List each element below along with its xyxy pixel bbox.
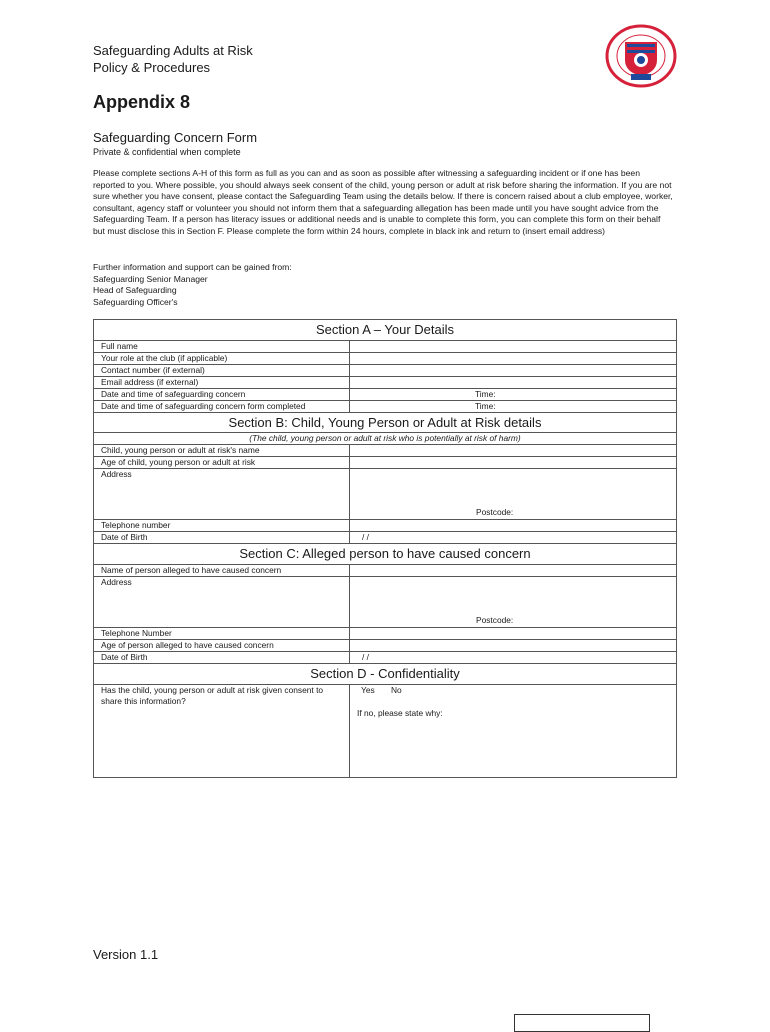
alleged-name-field[interactable]	[350, 565, 677, 577]
subject-age-field[interactable]	[350, 457, 677, 469]
section-d-title: Section D - Confidentiality	[94, 664, 677, 685]
subject-dob-field[interactable]: / /	[350, 532, 677, 544]
field-label: Age of person alleged to have caused concern	[94, 640, 350, 652]
consent-answer-field[interactable]	[350, 685, 677, 778]
concern-form-table	[93, 319, 677, 778]
alleged-age-field[interactable]	[350, 640, 677, 652]
field-label: Contact number (if external)	[94, 365, 350, 377]
form-title: Safeguarding Concern Form	[93, 130, 258, 145]
further-item: Head of Safeguarding	[93, 285, 177, 296]
concern-datetime-field[interactable]	[350, 389, 677, 401]
document-header	[93, 42, 253, 76]
further-item: Safeguarding Senior Manager	[93, 273, 208, 284]
subject-telephone-field[interactable]	[350, 520, 677, 532]
field-label: Child, young person or adult at risk's name	[94, 445, 350, 457]
alleged-telephone-field[interactable]	[350, 628, 677, 640]
section-c-title: Section C: Alleged person to have caused concern	[94, 544, 677, 565]
field-label: Name of person alleged to have caused concern	[94, 565, 350, 577]
subject-address-field[interactable]	[350, 469, 677, 520]
alleged-dob-field[interactable]: / /	[350, 652, 677, 664]
further-info	[93, 262, 292, 308]
role-field[interactable]	[350, 353, 677, 365]
section-a-title: Section A – Your Details	[94, 320, 677, 341]
subject-name-field[interactable]	[350, 445, 677, 457]
form-completed-datetime-field[interactable]	[350, 401, 677, 413]
field-label: Your role at the club (if applicable)	[94, 353, 350, 365]
further-item: Safeguarding Officer's	[93, 296, 178, 307]
consent-no-option[interactable]: No	[391, 685, 402, 695]
time-label: Time:	[475, 389, 496, 399]
field-label: Telephone number	[94, 520, 350, 532]
postcode-label: Postcode:	[476, 507, 514, 517]
page-footer-box	[514, 1014, 650, 1032]
field-label: Telephone Number	[94, 628, 350, 640]
section-b-subtitle: (The child, young person or adult at risk who is potentially at risk of harm)	[94, 433, 677, 445]
time-label: Time:	[475, 401, 496, 411]
field-label: Address	[94, 577, 350, 628]
section-b-title: Section B: Child, Young Person or Adult at Risk details	[94, 413, 677, 433]
full-name-field[interactable]	[350, 341, 677, 353]
alleged-address-field[interactable]	[350, 577, 677, 628]
field-label: Date and time of safeguarding concern form completed	[94, 401, 350, 413]
version-label: Version 1.1	[93, 947, 159, 962]
intro-paragraph: Please complete sections A-H of this form as full as you can and as soon as possible after witnessing a safeguarding incident or if one has been reported to you. Where possible, you should always seek consent of the child, young person or adult at risk before sharing the information. If you are not sure whether you have consent, please contact the Safeguarding Team using the details below. If there is concern raised about a club employee, worker, consultant, agency staff or volunteer you should not inform them that a safeguarding allegation has been made until you have sought advice from the Safeguarding Team. If a person has literacy issues or additional needs and is unable to complete this form, you can complete this form on their behalf but must disclose this in Section F. Please complete the form within 24 hours, complete in black ink and return to (insert email address)	[93, 168, 673, 236]
field-label: Full name	[94, 341, 350, 353]
field-label: Date of Birth	[94, 532, 350, 544]
consent-yes-option[interactable]: Yes	[361, 685, 375, 695]
further-heading: Further information and support can be gained from:	[93, 262, 292, 272]
email-field[interactable]	[350, 377, 677, 389]
appendix-heading: Appendix 8	[93, 92, 191, 112]
contact-number-field[interactable]	[350, 365, 677, 377]
field-label: Date and time of safeguarding concern	[94, 389, 350, 401]
field-label: Age of child, young person or adult at risk	[94, 457, 350, 469]
private-note: Private & confidential when complete	[93, 147, 241, 157]
why-label: If no, please state why:	[357, 708, 443, 718]
field-label: Date of Birth	[94, 652, 350, 664]
club-crest-icon	[605, 24, 677, 88]
field-label: Address	[94, 469, 350, 520]
field-label: Email address (if external)	[94, 377, 350, 389]
postcode-label: Postcode:	[476, 615, 514, 625]
header-line-1: Safeguarding Adults at Risk	[93, 43, 253, 58]
consent-question: Has the child, young person or adult at risk given consent to share this information?	[94, 685, 350, 778]
header-line-2: Policy & Procedures	[93, 60, 211, 75]
